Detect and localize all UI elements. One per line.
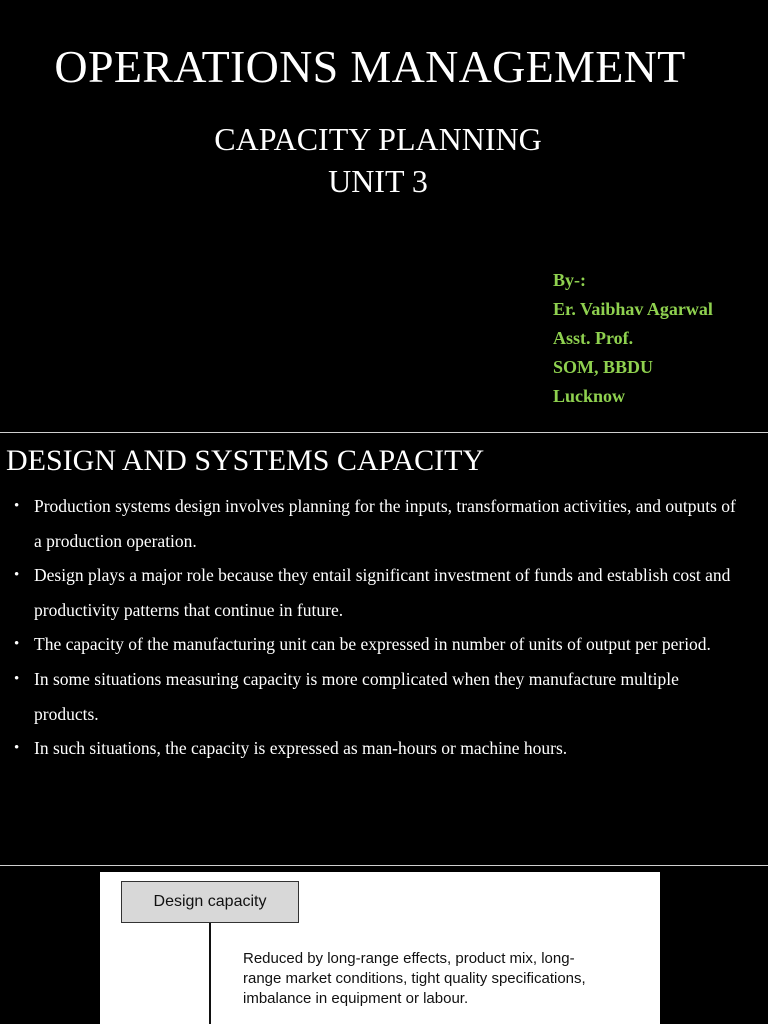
slide-capacity-diagram xyxy=(0,866,768,1024)
slide-heading: DESIGN AND SYSTEMS CAPACITY xyxy=(6,444,485,477)
author-designation: Asst. Prof. xyxy=(553,328,634,348)
bullet-icon: • xyxy=(14,670,20,687)
slide-title xyxy=(0,0,768,432)
bullet-item xyxy=(0,558,742,627)
bullet-item xyxy=(0,489,742,558)
bullet-item xyxy=(0,627,742,662)
subtitle-topic: CAPACITY PLANNING xyxy=(214,121,542,157)
author-department: SOM, BBDU xyxy=(553,357,654,377)
bullet-text: Design plays a major role because they entail significant investment of funds and establish cost and productivity patterns that continue in future. xyxy=(34,565,731,620)
bullet-text: In such situations, the capacity is expressed as man-hours or machine hours. xyxy=(34,738,568,759)
bullet-list xyxy=(0,489,742,766)
down-arrow-icon xyxy=(209,923,211,1024)
bullet-icon: • xyxy=(14,636,20,653)
slide-main-title: OPERATIONS MANAGEMENT xyxy=(54,41,686,92)
slide-design-capacity xyxy=(0,433,768,865)
bullet-icon: • xyxy=(14,498,20,514)
bullet-text: In some situations measuring capacity is more complicated when they manufacture multiple products. xyxy=(34,668,679,724)
bullet-icon: • xyxy=(14,740,20,757)
reduction-note xyxy=(243,949,653,1009)
author-city: Lucknow xyxy=(553,386,626,406)
note-line: Reduced by long-range effects, product mix, long- xyxy=(243,950,575,967)
slide-subtitle xyxy=(0,118,756,202)
bullet-icon: • xyxy=(14,567,20,584)
author-name: Er. Vaibhav Agarwal xyxy=(553,299,713,319)
bullet-text: The capacity of the manufacturing unit can be expressed in number of units of output per period. xyxy=(34,634,711,655)
design-capacity-box: Design capacity xyxy=(121,881,299,923)
bullet-text: Production systems design involves planning for the inputs, transformation activities, and outputs of a production operation. xyxy=(34,496,736,551)
author-by: By-: xyxy=(553,270,586,290)
note-line: imbalance in equipment or labour. xyxy=(243,990,469,1007)
bullet-item xyxy=(0,731,742,766)
note-line: range market conditions, tight quality specifications, xyxy=(243,970,586,987)
capacity-diagram xyxy=(100,872,660,1024)
author-block xyxy=(553,266,713,411)
subtitle-unit: UNIT 3 xyxy=(328,163,428,199)
bullet-item xyxy=(0,662,742,731)
